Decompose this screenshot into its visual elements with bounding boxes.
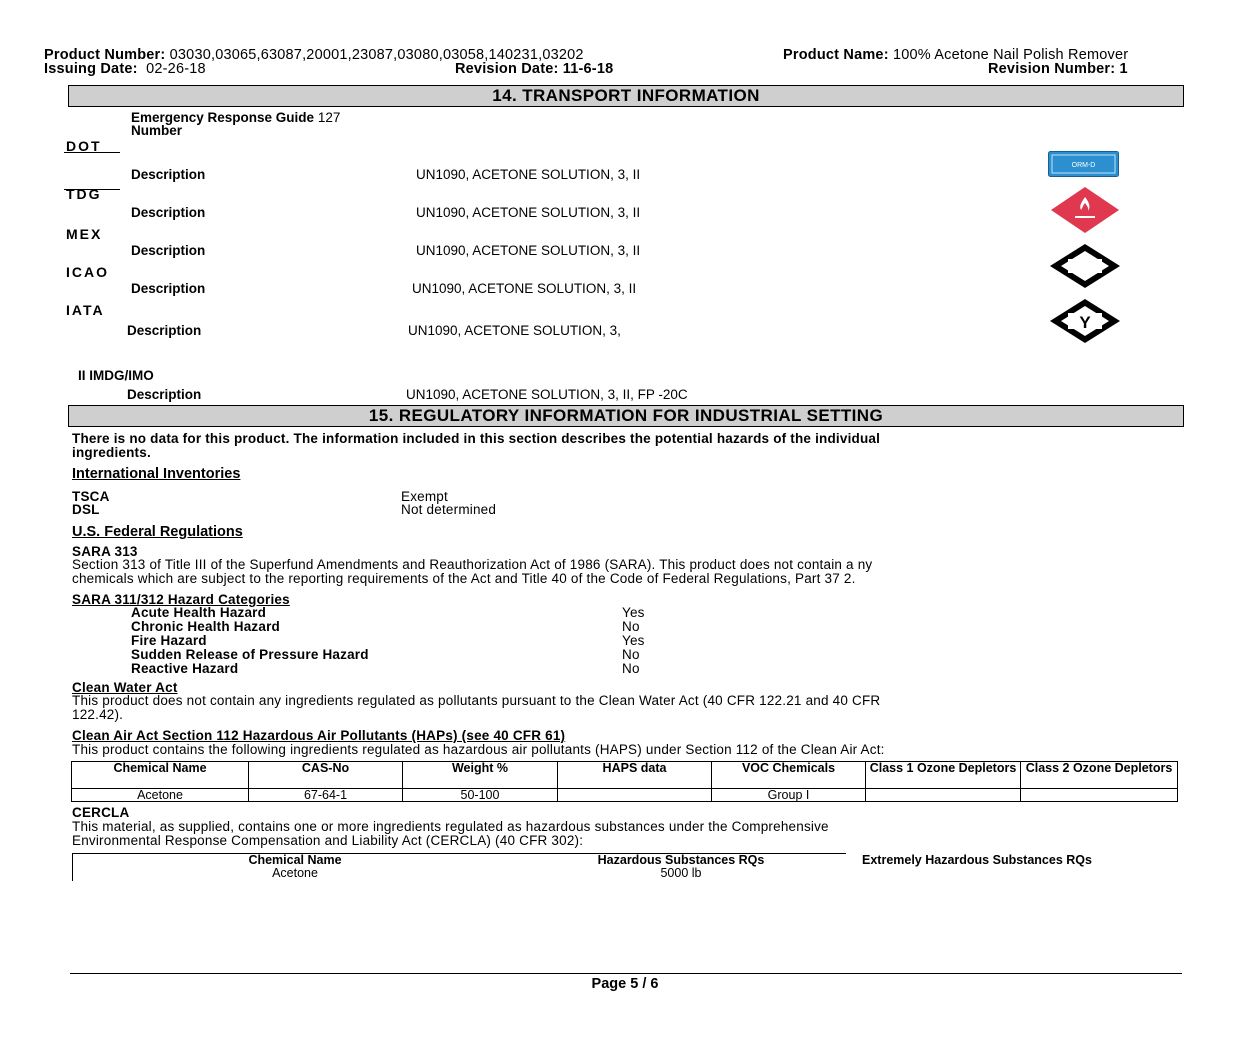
erg-value: 127: [317, 110, 341, 125]
imdg-description-label: Description: [127, 387, 202, 402]
erg-label-line1: Emergency Response Guide: [131, 110, 315, 125]
dsl-value: Not determined: [401, 502, 497, 517]
revision-number-value: 1: [1119, 61, 1128, 77]
cercla-header-ehs-rq: Extremely Hazardous Substances RQs: [862, 853, 1092, 867]
haps-table: [71, 761, 1178, 802]
cercla-header-chemical: Chemical Name: [248, 853, 342, 867]
y-text: Y: [1079, 313, 1091, 332]
mode-icao: ICAO: [66, 264, 109, 280]
erg-label-line2: Number: [131, 123, 183, 138]
mode-iata: IATA: [66, 302, 105, 318]
iata-description-value: UN1090, ACETONE SOLUTION, 3,: [408, 323, 621, 338]
erg-label: [131, 111, 340, 137]
hazard-acute-value: Yes: [622, 605, 645, 620]
sara-313-line1: Section 313 of Title III of the Superfund Amendments and Reauthorization Act of 1986 (SARA). This product does not contain a ny: [72, 557, 873, 572]
hazard-fire: Fire Hazard: [131, 633, 207, 648]
limited-quantity-icon: [1049, 243, 1121, 289]
section-15-intro: [72, 432, 880, 460]
issuing-date: [44, 62, 206, 77]
product-number-value: 03030,03065,63087,20001,23087,03080,03058,140231,03202: [169, 47, 584, 63]
mode-tdg: TDG: [66, 186, 102, 202]
revision-number-label: Revision Number:: [988, 61, 1116, 77]
sara-313-heading: SARA 313: [72, 544, 138, 559]
international-inventories-heading: International Inventories: [72, 466, 241, 482]
dot-description-value: UN1090, ACETONE SOLUTION, 3, II: [416, 167, 641, 182]
imdg-description-value: UN1090, ACETONE SOLUTION, 3, II, FP -20C: [406, 387, 688, 402]
intro-line1: There is no data for this product. The information included in this section describes the potential hazards of the individual: [72, 431, 881, 446]
flammable-liquid-icon: [1050, 186, 1120, 234]
product-name-value: 100% Acetone Nail Polish Remover: [892, 47, 1129, 63]
clean-air-act-text: This product contains the following ingredients regulated as hazardous air pollutants (HAPS) under Section 112 of the Clean Air Act:: [72, 742, 885, 757]
hazard-chronic-value: No: [622, 619, 640, 634]
section-15-title: 15. REGULATORY INFORMATION FOR INDUSTRIAL SETTING: [68, 405, 1184, 427]
haps-header-weight: Weight %: [403, 762, 558, 789]
mode-tdg-strike: [64, 189, 120, 190]
iata-description-label: Description: [127, 323, 202, 338]
haps-cell-voc: Group I: [712, 789, 866, 802]
haps-cell-chemical: Acetone: [72, 789, 249, 802]
cercla-heading: CERCLA: [72, 805, 130, 820]
cercla-line1: This material, as supplied, contains one or more ingredients regulated as hazardous substances under the Comprehensive: [72, 819, 829, 834]
issuing-date-label: Issuing Date:: [44, 61, 138, 77]
federal-regulations-heading: U.S. Federal Regulations: [72, 524, 243, 540]
revision-date-value: 11-6-18: [562, 61, 614, 77]
hazard-names: [131, 606, 369, 676]
haps-header-haps-data: HAPS data: [558, 762, 712, 789]
clean-air-act-heading: Clean Air Act Section 112 Hazardous Air Pollutants (HAPs) (see 40 CFR 61): [72, 728, 566, 743]
cercla-cell-chemical: Acetone: [272, 866, 318, 880]
product-number-label: Product Number:: [44, 47, 166, 63]
hazard-reactive-value: No: [622, 661, 640, 676]
cercla-cell-hs-rq: 5000 lb: [660, 866, 702, 880]
hazard-pressure-value: No: [622, 647, 640, 662]
hazard-values: [622, 606, 645, 676]
haps-header-voc: VOC Chemicals: [712, 762, 866, 789]
cercla-line2: Environmental Response Compensation and Liability Act (CERCLA) (40 CFR 302):: [72, 833, 584, 848]
product-name-label: Product Name:: [783, 47, 889, 63]
revision-date: [455, 62, 613, 77]
tsca-value: Exempt: [401, 489, 448, 504]
icao-description-value: UN1090, ACETONE SOLUTION, 3, II: [412, 281, 637, 296]
mex-description-value: UN1090, ACETONE SOLUTION, 3, II: [416, 243, 641, 258]
sara-311-heading: SARA 311/312 Hazard Categories: [72, 592, 290, 607]
orm-d-text: ORM-D: [1071, 162, 1096, 169]
cwa-line2: 122.42).: [72, 707, 124, 722]
haps-header-row: [72, 762, 1178, 789]
footer-divider: [70, 973, 1182, 974]
dsl-label: DSL: [72, 502, 100, 517]
sara-313-line2: chemicals which are subject to the reporting requirements of the Act and Title 40 of the Code of Federal Regulations, Part 37 2.: [72, 571, 856, 586]
cwa-line1: This product does not contain any ingredients regulated as pollutants pursuant to the Clean Water Act (40 CFR 122.21 and 40 CFR: [72, 693, 881, 708]
tsca-label: TSCA: [72, 489, 110, 504]
haps-header-class2: Class 2 Ozone Depletors: [1021, 762, 1178, 789]
mode-dot: DOT: [66, 138, 102, 154]
haps-header-class1: Class 1 Ozone Depletors: [866, 762, 1021, 789]
cercla-table-left-border: [72, 853, 73, 881]
hazard-pressure: Sudden Release of Pressure Hazard: [131, 647, 369, 662]
mex-description-label: Description: [131, 243, 206, 258]
tdg-description-label: Description: [131, 205, 206, 220]
cercla-text: [72, 820, 829, 848]
sara-313-text: [72, 558, 872, 586]
intro-line2: ingredients.: [72, 445, 151, 460]
haps-header-cas: CAS-No: [249, 762, 403, 789]
haps-header-chemical: Chemical Name: [72, 762, 249, 789]
orm-d-label-icon: [1048, 151, 1119, 177]
haps-cell-cas: 67-64-1: [249, 789, 403, 802]
cercla-header-hs-rq: Hazardous Substances RQs: [597, 853, 765, 867]
revision-date-label: Revision Date:: [455, 61, 559, 77]
clean-water-act-text: [72, 694, 880, 722]
tdg-description-value: UN1090, ACETONE SOLUTION, 3, II: [416, 205, 641, 220]
mode-dot-underline: [64, 152, 120, 153]
limited-quantity-y-icon: [1049, 298, 1121, 344]
hazard-fire-value: Yes: [622, 633, 645, 648]
haps-cell-weight: 50-100: [403, 789, 558, 802]
page-number: Page 5 / 6: [591, 976, 659, 992]
icao-description-label: Description: [131, 281, 206, 296]
clean-water-act-heading: Clean Water Act: [72, 680, 178, 695]
haps-cell-class2: [1021, 789, 1178, 802]
issuing-date-value: 02-26-18: [146, 61, 206, 77]
revision-number: [988, 62, 1128, 77]
dot-description-label: Description: [131, 167, 206, 182]
hazard-chronic: Chronic Health Hazard: [131, 619, 280, 634]
hazard-acute: Acute Health Hazard: [131, 605, 267, 620]
table-row: [72, 789, 1178, 802]
haps-cell-class1: [866, 789, 1021, 802]
mode-mex: MEX: [66, 226, 103, 242]
section-14-title: 14. TRANSPORT INFORMATION: [68, 85, 1184, 107]
mode-imdg: II IMDG/IMO: [78, 368, 154, 383]
haps-cell-haps-data: [558, 789, 712, 802]
hazard-reactive: Reactive Hazard: [131, 661, 239, 676]
